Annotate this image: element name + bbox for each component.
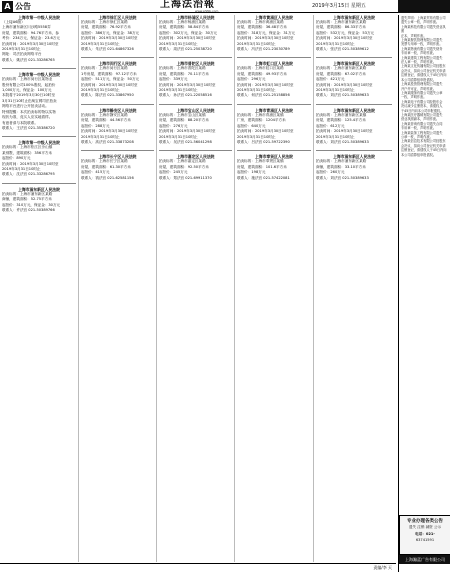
classified-sidebar: [398, 15, 450, 572]
notice-divider: [316, 104, 392, 105]
notice-line: 商铺，建筑面积：33.10平方米: [316, 164, 366, 169]
notice-line: 拍卖标的：上海市宝山区某镇: [159, 112, 206, 117]
classified-line: 本公司清算组申报债权。: [401, 77, 437, 82]
notice-line: 联系人：施法官 021-57422081: [237, 175, 290, 180]
classified-line: 正本，声明作废。: [401, 33, 427, 38]
notice-line: 拍卖标的：上海市普陀区某路: [159, 66, 206, 71]
notice-line: 本院将于2019年3月30日10时至: [2, 93, 55, 98]
notice-line: 2019年3月31日10时止: [159, 88, 198, 93]
notice-line: 拍卖标的：上海市徐汇区某路: [81, 20, 128, 24]
editor-credit: 责编/李 天: [373, 565, 392, 570]
notice-line: 起拍价：310万元，保证金：30万元: [2, 202, 61, 207]
notice-column: [0, 15, 79, 562]
notice-title: 上海市浦东新区人民法院: [333, 154, 375, 160]
notice-line: 拍卖时间：2019年3月30日10时至: [237, 82, 294, 87]
notice-line: 拍卖时间：2019年3月30日10时至: [2, 161, 59, 166]
notice-line: 1号房屋，建筑面积：97.12平方米: [81, 71, 137, 76]
notice-divider: [237, 57, 311, 58]
notice-line: 拍卖时间：2019年3月30日10时至: [237, 36, 294, 41]
notice-line: 网址：司法拍卖网络平台: [2, 52, 42, 57]
classified-line: 专用章一枚，声明作废。: [401, 51, 437, 56]
classified-line: 上海某科技有限公司遗失营业执照: [401, 24, 446, 34]
sidebar-text-block: [399, 15, 450, 515]
notice-line: 1,000万元，保证金：100万元: [2, 88, 52, 93]
notice-line: 拍卖标的：上海市闵行区某物业: [2, 77, 53, 82]
notice-divider: [237, 104, 311, 105]
notice-line: 房屋，建筑面积：101.6平方米: [237, 164, 287, 169]
notice-line: 联系人：陈法官 021-33867950: [81, 93, 134, 98]
notice-line: 起拍价：288万元: [81, 123, 110, 128]
notice-line: 拍卖时间：2019年3月30日10时至: [316, 36, 373, 41]
notice-divider: [81, 57, 154, 58]
page-header: [0, 0, 450, 13]
notice-title: 上海市黄浦区人民法院: [255, 15, 293, 20]
notice-title: 上海市浦东新区人民法院: [333, 107, 375, 113]
notice-line: 2019年3月31日10时止: [159, 41, 198, 46]
notice-line: 拍卖标的：上海市浦东新区某路: [2, 191, 53, 196]
section-name: 公告: [15, 2, 31, 11]
court-notice: [159, 15, 232, 52]
notice-divider: [159, 104, 232, 105]
notice-title: 上海市第一中级人民法院: [18, 72, 60, 78]
notice-line: 起拍价：386万元，保证金：38万元: [81, 30, 140, 35]
notice-line: 2019年3月31日10时止: [159, 134, 198, 139]
notice-line: 拍卖时间：2019年3月30日10时至: [81, 129, 138, 134]
notice-title: 上海市普陀区人民法院: [176, 61, 215, 67]
court-notice: [2, 15, 76, 63]
notice-line: 起拍价：302万元，保证金：30万元: [159, 30, 218, 35]
notice-line: 起拍价：245万元: [159, 170, 188, 175]
notice-divider: [2, 68, 76, 69]
notice-line: 某别墅，建筑面积：356平方米: [2, 150, 52, 155]
notice-divider: [316, 57, 392, 58]
classified-line: 上海某文化传播有限公司经股东: [401, 64, 446, 69]
notice-line: 2019年3月31日10时止: [316, 134, 355, 139]
notice-line: 房屋，建筑面积：61.30平方米: [81, 164, 131, 169]
notice-title: 上海市杨浦区人民法院: [176, 15, 215, 20]
notice-line: 起拍价：421万元: [316, 77, 345, 82]
issue-date: 2019年3月15日 星期五: [312, 3, 366, 9]
notice-line: 起拍价：276万元: [159, 123, 188, 128]
classified-line: 一枚，声明作废。: [401, 95, 427, 100]
notice-divider: [81, 104, 154, 105]
notice-column: [79, 15, 157, 562]
notice-line: 房屋，建筑面积：94.76平方米，参: [2, 30, 60, 35]
notice-line: 拍卖标的：上海市虹口区某路: [237, 66, 284, 71]
classified-line: 会决议，拟向公司登记机关申请: [401, 68, 446, 73]
notice-line: 2019年3月31日10时止: [316, 41, 355, 46]
notice-line: 拍卖时间：2019年3月30日10时至: [237, 129, 294, 134]
notice-line: 拍卖标的：上海市浦东新区某路: [316, 159, 367, 164]
notice-line: 起拍价：198万元: [237, 170, 266, 175]
notice-line: 拍卖时间：2019年3月30日10时至: [159, 36, 216, 41]
newspaper-masthead: 上海法治報: [160, 0, 215, 10]
classified-line: 遗失公章一枚，声明作废。: [401, 20, 440, 25]
notice-line: 上海市浦东新区川沙路5558弄: [2, 25, 51, 30]
notice-line: 联系人：张法官 021-50389612: [316, 47, 369, 52]
notice-title: 上海市嘉定区人民法院: [176, 154, 215, 160]
notice-line: 联系人：刘法官 021-50389633: [316, 93, 369, 98]
notice-line: 2019年3月31日10时止: [237, 88, 276, 93]
notice-line: 2019年3月31日10时止: [316, 88, 355, 93]
page-footer: [0, 563, 396, 572]
notice-line: 股份有限公司100%股权，起拍价: [2, 82, 56, 87]
notice-line: 拍卖标的：上海市长宁区某路: [81, 159, 128, 164]
notice-title: 上海市静安区人民法院: [98, 107, 137, 113]
notice-line: 拍卖标的：上海市杨浦区某路: [159, 20, 206, 24]
classified-line: 上海某咨询有限公司遗失合同: [401, 121, 443, 126]
court-notice: [2, 187, 76, 214]
notice-column: [157, 15, 235, 562]
court-notice: [81, 154, 154, 181]
notice-line: 联系人：冯法官 021-23030789: [237, 47, 290, 52]
notice-line: 2019年3月31日10时止: [237, 41, 276, 46]
court-notice: [2, 140, 76, 177]
notice-line: 厂房，建筑面积：1204平方米: [237, 118, 286, 123]
ad-services: 遗失 注销 减资 公示: [408, 525, 442, 529]
notice-line: 起拍价：296万元: [237, 77, 266, 82]
court-notice: [237, 15, 311, 52]
court-notice: [2, 72, 76, 131]
court-notice: [159, 154, 232, 181]
notice-line: 房屋，建筑面积：86.33平方米: [316, 25, 366, 30]
notice-line: 房屋，建筑面积：88.20平方米: [159, 118, 209, 123]
notice-line: 起拍价：415万元: [81, 170, 110, 175]
notice-line: 联系人：何法官 021-25158856: [237, 93, 290, 98]
classified-line: 上海某装饰工程有限公司遗失: [401, 130, 443, 135]
classified-line: 注销登记，请债权人于45日内向: [401, 73, 447, 78]
notice-column: [314, 15, 394, 562]
court-notice: [81, 61, 154, 98]
notice-title: 上海市徐汇区人民法院: [98, 15, 137, 20]
notice-divider: [316, 150, 392, 151]
notice-title: 上海市第一中级人民法院: [18, 15, 60, 20]
classified-line: 专用章一枚，声明作废。: [401, 126, 437, 131]
classified-line: 上海某电子有限公司经股东会: [401, 99, 443, 104]
court-notice: [237, 154, 311, 181]
notice-line: 联系人：王法官 021-35386720: [2, 125, 55, 130]
ad-phone-label: 电话：021-: [415, 532, 435, 536]
court-notice: [316, 108, 392, 145]
notice-line: 拍卖标的：上海市闵行区某路: [81, 66, 128, 71]
classified-line: 发票专用章一枚，声明作废。: [401, 42, 443, 47]
notice-title: 上海市浦东新区人民法院: [18, 186, 60, 192]
notice-line: 2019年3月31日10时止: [2, 47, 41, 52]
classified-line: 上海某建筑工程有限公司遗失: [401, 55, 443, 60]
classified-line: 本公司清算组申报债权。: [401, 152, 437, 157]
notice-divider: [2, 136, 76, 137]
ad-phone-number: 63741591: [415, 538, 435, 542]
classified-line: 上海某服饰有限公司遗失公章: [401, 90, 443, 95]
notice-line: 拍卖时间：2019年3月30日10时至: [316, 82, 373, 87]
notice-line: 联系人：刘法官 021-50389633: [316, 139, 369, 144]
notice-line: 房屋，建筑面积：76.92平方米: [81, 25, 131, 30]
court-notice: [159, 61, 232, 98]
notice-line: 拍卖标的：上海市浦东新区某镇: [316, 112, 367, 117]
notice-line: 拍卖标的：上海市奉贤区某镇: [237, 159, 284, 164]
notice-line: 联系人：许法官 021-50389766: [2, 207, 55, 212]
ad-headline: 专业办理各类公告: [407, 519, 443, 524]
notice-line: 联系人：高法官 021-33873208: [81, 139, 134, 144]
notice-line: 房屋，建筑面积：36.48平方米: [237, 25, 287, 30]
court-notice: [159, 108, 232, 145]
classified-line: 法人章一枚，声明作废。: [401, 60, 437, 65]
classified-line: 决议减少注册资本，请债权人: [401, 104, 443, 109]
notice-line: 联系人：钱法官 021-62581156: [81, 175, 134, 180]
notice-line: 拍卖标的：上海市静安区某路: [81, 112, 128, 117]
notice-line: 起拍价：640万元: [237, 123, 266, 128]
notice-line: 起拍价：511万元，保证金：50万元: [81, 77, 140, 82]
notice-line: 联系人：郑法官 021-69911370: [159, 175, 212, 180]
notice-line: 2019年3月31日10时止: [2, 166, 41, 171]
notice-line: 联系人：朱法官 021-64867326: [81, 47, 134, 52]
notice-line: 拍卖时间：2019年3月30日10时至: [159, 129, 216, 134]
notice-line: 起拍价：890万元: [2, 156, 31, 161]
notice-line: 拍卖标的：上海市浦东新区某路: [316, 20, 367, 24]
notice-line: 联系人：姚法官 021-33286765: [2, 57, 55, 62]
notice-title: 上海市虹口区人民法院: [255, 61, 293, 67]
court-notice: [237, 108, 311, 145]
notice-line: 网络平台进行公开拍卖活动。: [2, 104, 49, 109]
notice-line: 现状为准，竞买人应实地看样。: [2, 115, 53, 120]
court-notice: [81, 108, 154, 145]
notice-line: 拍卖标的：上海市青浦区某镇: [237, 112, 284, 117]
notice-line: 有意者请与本院联系。: [2, 120, 38, 125]
notice-line: 考价：234万元，保证金：23.6万元: [2, 36, 60, 41]
notice-line: 房屋，建筑面积：44.56平方米: [81, 118, 131, 123]
sidebar-header-bar: [398, 0, 450, 13]
notice-line: 联系人：孙法官 021-22058516: [159, 93, 212, 98]
notice-divider: [81, 150, 154, 151]
notice-title: 上海市闵行区人民法院: [98, 61, 137, 67]
notice-line: 房屋，建筑面积：49.93平方米: [237, 71, 287, 76]
notice-columns: [0, 15, 392, 562]
notice-title: 上海市奉贤区人民法院: [255, 154, 293, 160]
notice-line: （上接A6版）: [2, 20, 25, 24]
notice-line: 起拍价：318万元，保证金：31万元: [237, 30, 296, 35]
notice-divider: [237, 150, 311, 151]
notice-line: 房屋，建筑面积：67.02平方米: [316, 71, 366, 76]
notice-title: 上海市第一中级人民法院: [18, 140, 60, 146]
notice-line: 拍卖时间：2019年3月30日10时至: [81, 36, 138, 41]
website-url: www.shfzb.com: [195, 9, 219, 13]
notice-divider: [159, 57, 232, 58]
agency-name: 上海瀚蓝广告有限公司: [399, 555, 450, 564]
notice-line: 拍卖时间：2019年3月30日10时至: [2, 41, 59, 46]
notice-line: 拍卖标的：上海市嘉定区某路: [159, 159, 206, 164]
court-notice: [316, 61, 392, 98]
notice-line: 拍卖标的：上海市浦东新区某路: [316, 66, 367, 71]
notice-divider: [2, 183, 76, 184]
notice-line: 拍卖时间：2019年3月30日10时至: [159, 82, 216, 87]
notice-line: 拍卖时间：2019年3月30日10时至: [316, 129, 373, 134]
court-notice: [81, 15, 154, 52]
notice-divider: [159, 150, 232, 151]
notice-title: 上海市长宁区人民法院: [98, 154, 137, 160]
notice-line: 房屋，建筑面积：125.4平方米: [316, 118, 366, 123]
notice-line: 拍卖标的：上海市黄浦区某路: [237, 20, 284, 24]
notice-line: 2019年3月31日10时止: [237, 134, 276, 139]
notice-line: 联系人：吕法官 021-59722390: [237, 139, 290, 144]
classified-line: 上海某餐饮管理有限公司遗失: [401, 38, 443, 43]
notice-title: 上海市宝山区人民法院: [176, 107, 215, 113]
notice-line: 起拍价：260万元: [316, 170, 345, 175]
notice-title: 上海市浦东新区人民法院: [333, 61, 375, 67]
notice-line: 联系人：周法官 021-25038720: [159, 47, 212, 52]
notice-line: 联系人：吴法官 021-56041298: [159, 139, 212, 144]
notice-line: 联系人：刘法官 021-50389633: [316, 175, 369, 180]
classified-line: 上海某投资管理有限公司遗失: [401, 82, 443, 87]
classified-line: 上海某物流有限公司遗失财务: [401, 46, 443, 51]
classified-line: 营业执照副本，声明作废。: [401, 117, 440, 122]
classified-line: 上海某信息技术有限公司经股东: [401, 139, 446, 144]
notice-title: 上海市青浦区人民法院: [255, 107, 293, 113]
classified-line: 遗失声明：上海某贸易有限公司: [401, 16, 446, 20]
notice-line: 2019年3月31日10时止: [81, 88, 120, 93]
court-notice: [316, 154, 392, 181]
classified-line: 上海某医疗器械有限公司遗失: [401, 112, 443, 117]
classified-line: 公章一枚，声明作废。: [401, 134, 433, 139]
notice-line: 2019年3月31日10时止: [81, 134, 120, 139]
advertisement-box: [399, 515, 450, 555]
classified-line: 开户许可证，声明作废。: [401, 86, 437, 91]
notice-line: 房屋，建筑面积：70.11平方米: [159, 71, 209, 76]
notice-line: 起拍价：612万元: [316, 123, 345, 128]
notice-line: 起拍价：339万元: [159, 77, 188, 82]
notice-line: 拍卖标的：上海市松江区佘山镇: [2, 145, 53, 150]
page-letter-badge: A: [2, 1, 13, 12]
notice-line: 3月31日10时止在淘宝网司法拍卖: [2, 98, 57, 103]
notice-line: 商铺，建筑面积：52.75平方米: [2, 197, 52, 202]
classified-line: 会决议，拟向公司登记机关申请: [401, 143, 446, 148]
notice-line: 2019年3月31日10时止: [81, 41, 120, 46]
notice-line: 联系人：沈法官 021-33286795: [2, 172, 55, 177]
classified-line: 注销登记，请债权人于45日内向: [401, 148, 447, 153]
notice-line: 起拍价：532万元，保证金：53万元: [316, 30, 375, 35]
notice-line: 房屋，建筑面积：92.50平方米: [159, 164, 209, 169]
court-notice: [316, 15, 392, 52]
notice-line: 特别提醒：本次拍卖标的物以实物: [2, 109, 56, 114]
classified-line: 于45日内向本公司申报债权。: [401, 108, 444, 113]
notice-column: [235, 15, 314, 562]
notice-line: 房屋，建筑面积：58.84平方米: [159, 25, 209, 30]
notice-line: 拍卖时间：2019年3月30日10时至: [81, 82, 138, 87]
notice-title: 上海市浦东新区人民法院: [333, 15, 375, 20]
court-notice: [237, 61, 311, 98]
